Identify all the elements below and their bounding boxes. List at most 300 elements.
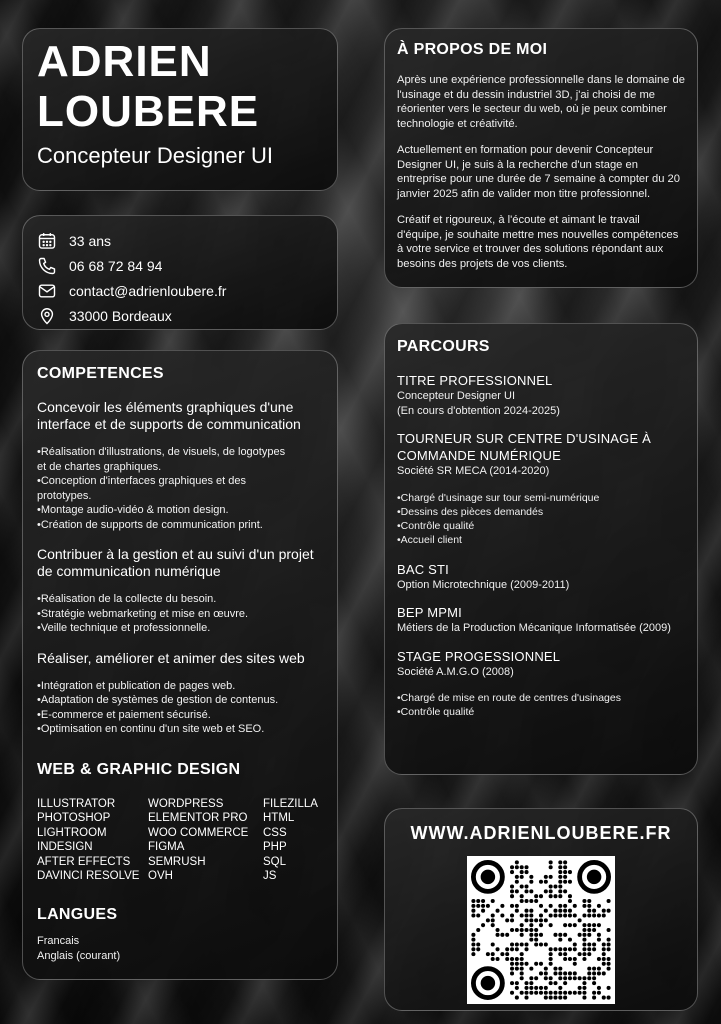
qr-module [510, 918, 514, 922]
qr-module [582, 947, 586, 951]
qr-module [491, 918, 495, 922]
qr-module [553, 894, 557, 898]
qr-module [578, 991, 582, 995]
language-item: Francais [37, 935, 80, 948]
qr-module [549, 976, 553, 980]
qr-module [568, 880, 572, 884]
entry-bullet: •Dessins des pièces demandés [397, 505, 544, 518]
qr-module [534, 986, 538, 990]
skill-item: •Intégration et publication de pages web. [37, 679, 236, 692]
qr-module [539, 913, 543, 917]
qr-module [607, 909, 611, 913]
qr-module [587, 942, 591, 946]
qr-module [476, 913, 480, 917]
qr-module [471, 913, 475, 917]
qr-module [558, 880, 562, 884]
qr-finder-dot [481, 870, 495, 884]
qr-module [524, 962, 528, 966]
qr-module [476, 899, 480, 903]
qr-module [568, 971, 572, 975]
qr-module [486, 952, 490, 956]
qr-module [471, 933, 475, 937]
qr-module [558, 952, 562, 956]
qr-module [563, 909, 567, 913]
qr-module [544, 996, 548, 1000]
qr-module [500, 904, 504, 908]
skills-card [22, 350, 338, 980]
entry-title: BEP MPMI [397, 605, 462, 620]
qr-module [515, 875, 519, 879]
qr-module [520, 928, 524, 932]
qr-module [529, 913, 533, 917]
qr-module [496, 933, 500, 937]
qr-module [558, 976, 562, 980]
qr-module [558, 865, 562, 869]
qr-module [582, 913, 586, 917]
qr-module [529, 909, 533, 913]
qr-module [524, 996, 528, 1000]
qr-module [597, 913, 601, 917]
qr-module [520, 870, 524, 874]
tools-grid [37, 797, 323, 885]
tool-item: FILEZILLA [263, 797, 318, 810]
qr-module [515, 942, 519, 946]
qr-module [515, 967, 519, 971]
entry-detail: Concepteur Designer UI [397, 390, 516, 402]
skill-item: et de chartes graphiques. [37, 460, 162, 473]
skill-item: •Réalisation de la collecte du besoin. [37, 593, 217, 605]
qr-module [553, 996, 557, 1000]
qr-module [587, 976, 591, 980]
qr-module [549, 952, 553, 956]
path-entry [397, 372, 685, 418]
skill-item: •Adaptation de systèmes de gestion de contenus. [37, 694, 279, 706]
qr-module [553, 991, 557, 995]
qr-module [539, 904, 543, 908]
qr-module [544, 976, 548, 980]
qr-module [520, 885, 524, 889]
skill-group-heading: Concevoir les éléments graphiques d'une interface et de supports de communication [37, 399, 301, 432]
qr-module [597, 991, 601, 995]
qr-module [587, 928, 591, 932]
qr-module [587, 899, 591, 903]
qr-module [539, 894, 543, 898]
qr-module [544, 971, 548, 975]
qr-module [534, 962, 538, 966]
qr-code[interactable] [467, 856, 615, 1004]
qr-module [582, 923, 586, 927]
qr-module [568, 991, 572, 995]
qr-module [549, 957, 553, 961]
qr-module [597, 904, 601, 908]
qr-module [558, 938, 562, 942]
entry-bullets [397, 691, 685, 719]
skill-group-list [37, 592, 323, 636]
qr-module [471, 909, 475, 913]
skill-item: •Stratégie webmarketing et mise en œuvre. [37, 607, 249, 620]
qr-module [607, 962, 611, 966]
qr-module [578, 986, 582, 990]
skill-item: •E-commerce et paiement sécurisé. [37, 708, 211, 721]
skill-item: •Montage audio-vidéo & motion design. [37, 504, 229, 516]
contact-phone[interactable] [37, 253, 323, 278]
qr-module [476, 947, 480, 951]
qr-module [544, 967, 548, 971]
entry-title: TITRE PROFESSIONNEL [397, 373, 553, 388]
qr-module [587, 952, 591, 956]
qr-module [553, 947, 557, 951]
qr-module [568, 894, 572, 898]
qr-module [602, 952, 606, 956]
qr-module [582, 933, 586, 937]
qr-module [510, 957, 514, 961]
qr-module [515, 996, 519, 1000]
skill-item: •Veille technique et professionnelle. [37, 622, 211, 634]
entry-bullet: •Chargé d'usinage sur tour semi-numérique [397, 491, 600, 504]
qr-module [563, 913, 567, 917]
qr-module [602, 942, 606, 946]
qr-module [558, 904, 562, 908]
qr-module [597, 971, 601, 975]
website-link[interactable]: WWW.ADRIENLOUBERE.FR [410, 823, 672, 843]
qr-module [524, 928, 528, 932]
tool-item: SEMRUSH [148, 855, 206, 868]
qr-module [592, 996, 596, 1000]
qr-module [529, 928, 533, 932]
qr-module [520, 957, 524, 961]
qr-module [568, 899, 572, 903]
qr-module [515, 889, 519, 893]
qr-module [529, 880, 533, 884]
qr-module [582, 928, 586, 932]
qr-module [563, 952, 567, 956]
qr-module [582, 899, 586, 903]
qr-module [524, 889, 528, 893]
qr-module [563, 889, 567, 893]
qr-module [607, 996, 611, 1000]
qr-module [476, 942, 480, 946]
qr-module [563, 957, 567, 961]
skill-group-heading: Contribuer à la gestion et au suivi d'un projet de communication numérique [37, 546, 314, 579]
skill-item: •Réalisation d'illustrations, de visuels, de logotypes [37, 446, 286, 458]
qr-module [578, 952, 582, 956]
qr-module [520, 923, 524, 927]
qr-module [568, 923, 572, 927]
qr-module [563, 870, 567, 874]
qr-module [471, 899, 475, 903]
qr-module [602, 962, 606, 966]
qr-module [558, 947, 562, 951]
qr-module [568, 957, 572, 961]
path-entry [397, 648, 685, 720]
tool-item: INDESIGN [37, 841, 93, 854]
qr-module [520, 952, 524, 956]
qr-module [558, 913, 562, 917]
qr-module [534, 899, 538, 903]
tool-item: AFTER EFFECTS [37, 855, 131, 868]
qr-module [549, 962, 553, 966]
qr-module [510, 967, 514, 971]
qr-module [515, 880, 519, 884]
qr-module [592, 981, 596, 985]
qr-module [582, 981, 586, 985]
qr-module [563, 860, 567, 864]
qr-module [505, 933, 509, 937]
tool-item: WOO COMMERCE [148, 826, 249, 839]
qr-module [549, 981, 553, 985]
job-title: Concepteur Designer UI [37, 143, 274, 168]
qr-module [524, 913, 528, 917]
qr-module [607, 938, 611, 942]
qr-module [505, 957, 509, 961]
qr-module [602, 913, 606, 917]
qr-module [505, 918, 509, 922]
qr-module [510, 870, 514, 874]
qr-module [529, 889, 533, 893]
qr-module [582, 904, 586, 908]
qr-module [573, 991, 577, 995]
qr-code-image [471, 860, 611, 1000]
qr-module [597, 967, 601, 971]
tool-item: PHOTOSHOP [37, 812, 111, 825]
tools-column [263, 797, 318, 885]
qr-module [558, 909, 562, 913]
qr-module [529, 923, 533, 927]
qr-module [539, 923, 543, 927]
qr-module [563, 933, 567, 937]
name-card [22, 28, 338, 191]
qr-module [563, 923, 567, 927]
qr-module [563, 971, 567, 975]
qr-module [573, 947, 577, 951]
about-paragraph: Actuellement en formation pour devenir Concepteur Designer UI, je suis à la recherche d'un stage en entreprise pour une durée de 7 semaine à compter du 20 janvier 2025 afin de valider mon titre professionnel. [397, 144, 680, 200]
path-entry [397, 604, 685, 636]
qr-module [592, 976, 596, 980]
qr-module [481, 909, 485, 913]
qr-module [563, 865, 567, 869]
entry-detail: Option Microtechnique (2009-2011) [397, 578, 570, 591]
qr-module [534, 918, 538, 922]
qr-module [607, 947, 611, 951]
path-card [384, 323, 698, 775]
qr-module [597, 957, 601, 961]
qr-module [524, 986, 528, 990]
tool-item: LIGHTROOM [37, 826, 107, 839]
qr-module [592, 947, 596, 951]
qr-module [500, 952, 504, 956]
last-name: LOUBERE [37, 87, 260, 136]
qr-module [578, 918, 582, 922]
qr-module [587, 904, 591, 908]
qr-module [491, 923, 495, 927]
qr-module [549, 865, 553, 869]
qr-module [553, 909, 557, 913]
calendar-icon [37, 231, 57, 251]
qr-module [602, 947, 606, 951]
qr-module [578, 933, 582, 937]
qr-module [558, 933, 562, 937]
qr-module [529, 875, 533, 879]
entry-bullet: •Accueil client [397, 533, 462, 546]
qr-module [558, 860, 562, 864]
entry-detail: Société A.M.G.O (2008) [397, 665, 514, 678]
qr-module [563, 880, 567, 884]
about-paragraph: Créatif et rigoureux, à l'écoute et aimant le travail d'équipe, je souhaite mettre mes nouvelles compétences à votre service et trouver des solutions répondant aux besoins des projets de vos clients. [397, 214, 679, 270]
languages-list [37, 934, 323, 963]
qr-module [607, 967, 611, 971]
tool-item: JS [263, 870, 277, 883]
skill-item: •Création de supports de communication print. [37, 518, 263, 531]
tools-column [37, 797, 148, 885]
qr-module [597, 933, 601, 937]
entry-bullet: •Contrôle qualité [397, 519, 475, 532]
qr-module [515, 909, 519, 913]
qr-module [573, 942, 577, 946]
qr-module [534, 942, 538, 946]
qr-module [582, 942, 586, 946]
qr-module [515, 928, 519, 932]
qr-module [544, 986, 548, 990]
qr-module [544, 909, 548, 913]
qr-module [549, 996, 553, 1000]
skill-group-list [37, 445, 323, 532]
qr-module [510, 971, 514, 975]
qr-module [491, 942, 495, 946]
qr-module [491, 899, 495, 903]
qr-module [491, 952, 495, 956]
qr-module [563, 904, 567, 908]
qr-module [524, 865, 528, 869]
qr-module [491, 913, 495, 917]
entry-bullet: •Contrôle qualité [397, 706, 475, 718]
qr-module [582, 957, 586, 961]
qr-module [534, 991, 538, 995]
qr-module [592, 928, 596, 932]
qr-module [486, 918, 490, 922]
qr-module [524, 885, 528, 889]
qr-module [549, 923, 553, 927]
website-card [384, 808, 698, 1011]
qr-module [520, 865, 524, 869]
qr-module [573, 957, 577, 961]
qr-module [534, 928, 538, 932]
qr-module [520, 976, 524, 980]
qr-module [539, 933, 543, 937]
qr-module [553, 885, 557, 889]
qr-module [573, 904, 577, 908]
qr-module [520, 933, 524, 937]
qr-module [597, 923, 601, 927]
qr-module [510, 991, 514, 995]
qr-module [587, 947, 591, 951]
qr-module [471, 952, 475, 956]
qr-module [549, 875, 553, 879]
qr-module [558, 971, 562, 975]
qr-module [582, 986, 586, 990]
qr-module [582, 976, 586, 980]
qr-module [510, 894, 514, 898]
qr-module [573, 962, 577, 966]
email-text[interactable]: contact@adrienloubere.fr [69, 282, 227, 299]
qr-module [553, 913, 557, 917]
qr-module [563, 976, 567, 980]
about-paragraph: Après une expérience professionnelle dans le domaine de l'usinage et du dessin industriel 3D, j'ai choisi de me réorienter vers le secteur du web, où je peux combiner technologie et créativité. [397, 74, 685, 130]
qr-module [558, 967, 562, 971]
qr-module [539, 991, 543, 995]
entry-title: STAGE PROGESSIONNEL [397, 648, 561, 664]
qr-module [607, 942, 611, 946]
qr-module [573, 923, 577, 927]
qr-module [563, 947, 567, 951]
entry-title: BAC STI [397, 561, 449, 577]
qr-module [505, 952, 509, 956]
qr-module [500, 913, 504, 917]
qr-module [529, 976, 533, 980]
skill-group-heading: Réaliser, améliorer et animer des sites web [37, 649, 305, 666]
entry-detail: Société SR MECA (2014-2020) [397, 465, 550, 477]
qr-module [602, 971, 606, 975]
qr-module [568, 938, 572, 942]
qr-module [529, 899, 533, 903]
qr-module [515, 865, 519, 869]
qr-module [529, 933, 533, 937]
qr-module [549, 947, 553, 951]
qr-module [539, 962, 543, 966]
qr-module [607, 986, 611, 990]
qr-module [539, 918, 543, 922]
qr-module [539, 986, 543, 990]
qr-module [573, 971, 577, 975]
tool-item: SQL [263, 855, 287, 868]
qr-module [520, 913, 524, 917]
qr-module [587, 971, 591, 975]
qr-module [515, 904, 519, 908]
qr-module [481, 904, 485, 908]
qr-module [568, 909, 572, 913]
qr-module [597, 986, 601, 990]
qr-module [558, 885, 562, 889]
qr-module [602, 996, 606, 1000]
qr-module [553, 981, 557, 985]
contact-email[interactable] [37, 278, 323, 303]
qr-module [510, 981, 514, 985]
qr-module [582, 991, 586, 995]
qr-module [510, 962, 514, 966]
qr-module [544, 942, 548, 946]
qr-module [553, 967, 557, 971]
qr-module [592, 967, 596, 971]
qr-module [529, 986, 533, 990]
qr-module [582, 996, 586, 1000]
tool-item: CSS [263, 826, 287, 839]
contact-age [37, 228, 323, 253]
qr-module [471, 947, 475, 951]
entry-detail: (En cours d'obtention 2024-2025) [397, 404, 560, 417]
qr-module [510, 885, 514, 889]
qr-module [544, 889, 548, 893]
qr-module [510, 865, 514, 869]
qr-module [602, 909, 606, 913]
qr-module [549, 991, 553, 995]
qr-module [558, 889, 562, 893]
qr-module [524, 981, 528, 985]
qr-module [587, 913, 591, 917]
qr-module [510, 904, 514, 908]
entry-bullets [397, 491, 685, 547]
qr-module [524, 899, 528, 903]
phone-text[interactable]: 06 68 72 84 94 [69, 257, 163, 274]
qr-module [481, 923, 485, 927]
